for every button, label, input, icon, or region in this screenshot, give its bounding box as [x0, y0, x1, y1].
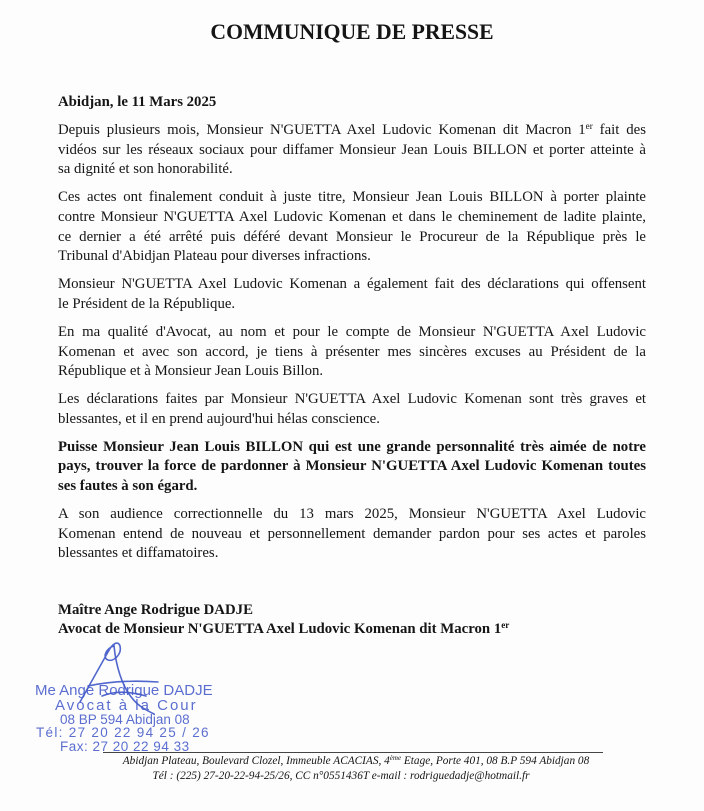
paragraph-2: [58, 188, 646, 266]
paragraph-5: [58, 390, 646, 429]
paragraph-line: Komenan et avec son accord, je tiens à présenter mes sincères excuses au Président de la: [58, 343, 646, 360]
paragraph-line: République et à Monsieur Jean Louis Billon.: [58, 363, 324, 380]
paragraph-line: le Président de la République.: [58, 295, 236, 312]
paragraph-line: A son audience correctionnelle du 13 mars 2025, Monsieur N'GUETTA Axel Ludovic: [58, 506, 646, 523]
address-text: Abidjan Plateau, Boulevard Clozel, Immeuble ACACIAS, 4: [122, 754, 390, 767]
ordinal-superscript: er: [501, 620, 510, 631]
paragraph-4: [58, 323, 646, 382]
paragraph-line: Les déclarations faites par Monsieur N'GUETTA Axel Ludovic Komenan sont très graves et: [58, 391, 646, 408]
line-text: Depuis plusieurs mois, Monsieur N'GUETTA Axel Ludovic Komenan dit Macron 1: [58, 122, 586, 139]
stamp-phone: Tél: 27 20 22 94 25 / 26: [36, 725, 210, 740]
paragraph-line: ses fautes à son égard.: [58, 478, 198, 495]
letterhead-footer: [100, 754, 612, 784]
signature-block: [58, 601, 658, 640]
paragraph-line: contre Monsieur N'GUETTA Axel Ludovic Komenan et dans le cheminement de ladite plainte,: [58, 209, 646, 226]
address-text: Etage, Porte 401, 08 B.P 594 Abidjan 08: [401, 754, 590, 767]
paragraph-line: pays, trouver la force de pardonner à Monsieur N'GUETTA Axel Ludovic Komenan toutes: [58, 458, 646, 475]
paragraph-6-emphasis: [58, 438, 646, 497]
paragraph-line: vidéos sur les réseaux sociaux pour diffamer Monsieur Jean Louis BILLON et porter atteinte à: [58, 141, 646, 158]
paragraph-line: Tribunal d'Abidjan Plateau pour diverses infractions.: [58, 248, 371, 265]
footer-address: [100, 754, 612, 769]
paragraph-line: ce dernier a été arrêté puis déféré devant Monsieur le Procureur de la République près le: [58, 228, 646, 245]
paragraph-line: Ces actes ont finalement conduit à juste titre, Monsieur Jean Louis BILLON à porter plainte: [58, 189, 646, 206]
paragraph-3: [58, 275, 646, 314]
document-body: [58, 93, 646, 572]
paragraph-line: blessantes, et il en prend aujourd'hui hélas conscience.: [58, 410, 380, 427]
handwritten-signature: [62, 636, 212, 722]
footer-contact: Tél : (225) 27-20-22-94-25/26, CC n°0551436T e-mail : rodriguedadje@hotmail.fr: [152, 769, 530, 782]
paragraph-line: [58, 121, 646, 141]
signatory-name: Maître Ange Rodrigue DADJE: [58, 602, 253, 618]
date-line: Abidjan, le 11 Mars 2025: [58, 94, 217, 110]
ordinal-superscript: ème: [389, 753, 402, 762]
paragraph-1: [58, 121, 646, 180]
paragraph-line: sa dignité et son honorabilité.: [58, 161, 233, 178]
paragraph-line: Komenan entend de nouveau et personnellement demander pardon pour ses actes et paroles: [58, 525, 646, 542]
paragraph-line: En ma qualité d'Avocat, au nom et pour le compte de Monsieur N'GUETTA Axel Ludovic: [58, 323, 646, 340]
line-text: fait des: [592, 122, 646, 139]
stamp-address: 08 BP 594 Abidjan 08: [60, 712, 190, 727]
stamp-fax: Fax: 27 20 22 94 33: [60, 739, 190, 754]
paragraph-line: Monsieur N'GUETTA Axel Ludovic Komenan a également fait des déclarations qui offensent: [58, 276, 646, 293]
stamp-title: Avocat à la Cour: [55, 697, 198, 714]
ordinal-superscript: er: [585, 121, 593, 132]
document-title: COMMUNIQUE DE PRESSE: [210, 20, 494, 44]
paragraph-line: Puisse Monsieur Jean Louis BILLON qui est une grande personnalité très aimée de notre: [58, 438, 646, 455]
paragraph-7: [58, 505, 646, 564]
paragraph-line: blessantes et diffamatoires.: [58, 545, 219, 562]
role-text: Avocat de Monsieur N'GUETTA Axel Ludovic Komenan dit Macron 1: [58, 621, 502, 638]
stamp-name: Me Ange Rodrigue DADJE: [35, 682, 213, 699]
